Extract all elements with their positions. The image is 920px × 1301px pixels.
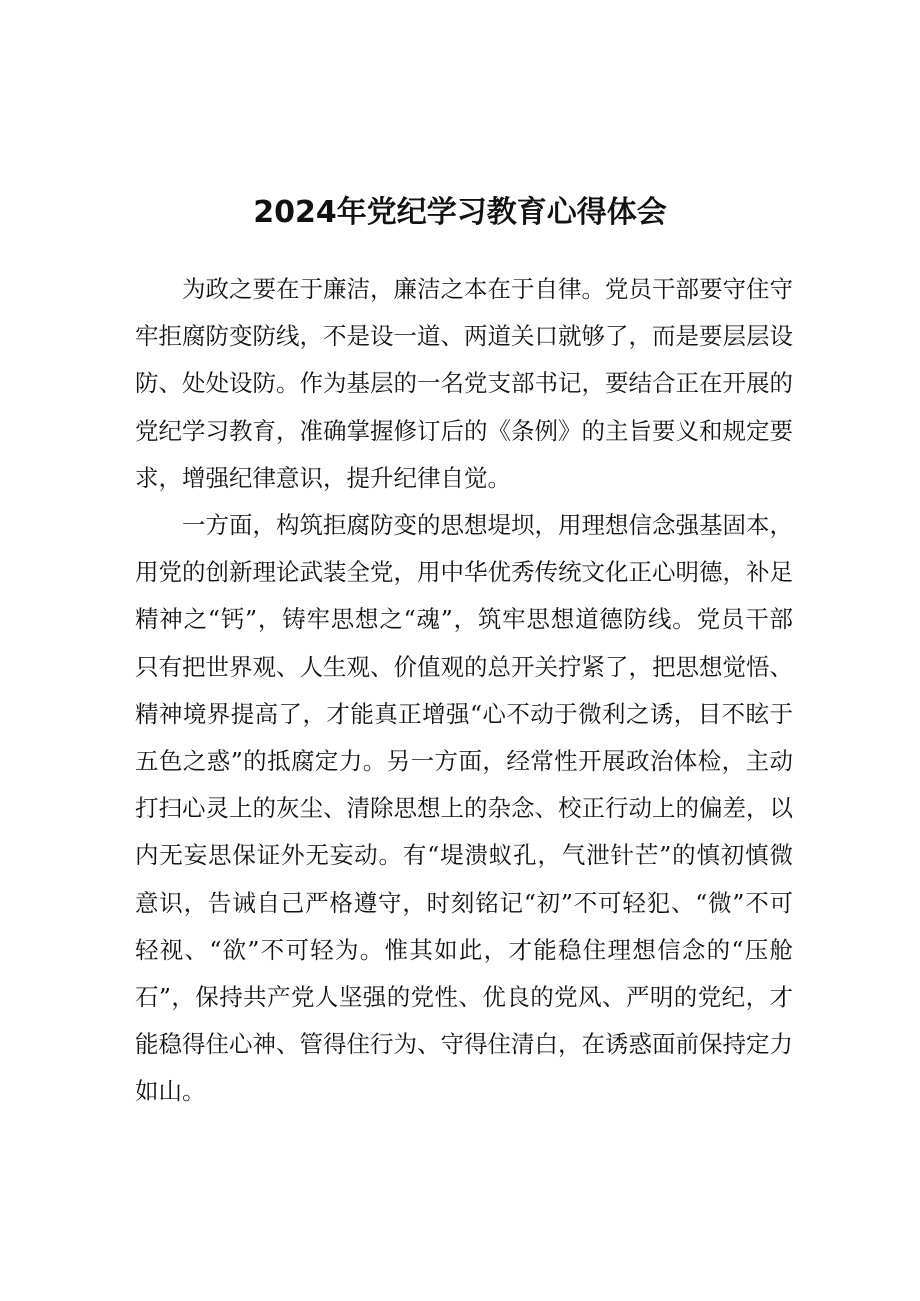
paragraph-2: 一方面，构筑拒腐防变的思想堤坝，用理想信念强基固本，用党的创新理论武装全党，用中华优秀传统文化正心明德，补足精神之“钙”，铸牢思想之“魂”，筑牢思想道德防线。党员干部只有把世界观、人生观、价值观的总开关拧紧了，把思想觉悟、精神境界提高了，才能真正增强“心不动于微利之诱，目不眩于五色之惑”的抵腐定力。另一方面，经常性开展政治体检，主动打扫心灵上的灰尘、清除思想上的杂念、校正行动上的偏差，以内无妄思保证外无妄动。有“堤溃蚁孔，气泄针芒”的慎初慎微意识，告诫自己严格遵守，时刻铭记“初”不可轻犯、“微”不可轻视、“欲”不可轻为。惟其如此，才能稳住理想信念的“压舱石”，保持共产党人坚强的党性、优良的党风、严明的党纪，才能稳得住心神、管得住行为、守得住清白，在诱惑面前保持定力如山。 — [135, 511, 793, 1106]
document-body — [135, 266, 793, 1116]
page-title: 2024年党纪学习教育心得体会 — [253, 195, 667, 231]
paragraph-1: 为政之要在于廉洁，廉洁之本在于自律。党员干部要守住守牢拒腐防变防线，不是设一道、两道关口就够了，而是要层层设防、处处设防。作为基层的一名党支部书记，要结合正在开展的党纪学习教育，准确掌握修订后的《条例》的主旨要义和规定要求，增强纪律意识，提升纪律自觉。 — [135, 275, 793, 492]
